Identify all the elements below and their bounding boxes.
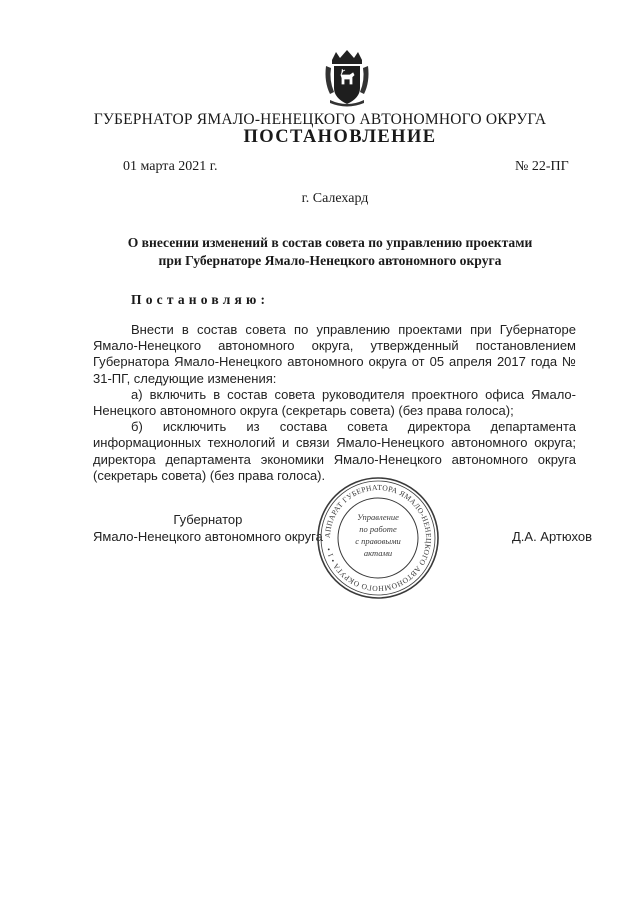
stamp-inner-line-3: с правовыми — [355, 536, 401, 546]
coat-of-arms-icon — [322, 48, 372, 110]
issuing-authority: ГУБЕРНАТОР ЯМАЛО-НЕНЕЦКОГО АВТОНОМНОГО ОКРУГА — [93, 111, 547, 128]
stamp-inner-line-2: по работе — [359, 524, 397, 534]
signatory-title-line-1: Губернатор — [173, 512, 243, 527]
document-place: г. Салехард — [301, 191, 369, 206]
resolve-word: Постановляю: — [131, 292, 270, 307]
stamp-ring-text: АППАРАТ ГУБЕРНАТОРА ЯМАЛО-НЕНЕЦКОГО АВТОНОМНОГО ОКРУГА • 1 • — [322, 482, 434, 594]
body-paragraph-a: а) включить в состав совета руководителя проектного офиса Ямало-Ненецкого автономного округа (секретарь совета) (без права голоса); — [93, 386, 576, 419]
document-date: 01 марта 2021 г. — [123, 159, 218, 174]
signatory-title-line-2: Ямало-Ненецкого автономного округа — [93, 528, 323, 544]
body-paragraph-intro: Внести в состав совета по управлению проектами при Губернаторе Ямало-Ненецкого автономного округа, утвержденный постановлением Губернатора Ямало-Ненецкого автономного округа от 05 апреля 2017 года № 31-ПГ, следующие изменения: — [93, 322, 576, 386]
body-paragraph-b: б) исключить из состава совета директора департамента информационных технологий и связи Ямало-Ненецкого автономного округа; директора департамента экономики Ямало-Ненецкого автономного округа (секретарь совета) (без права голоса). — [93, 419, 576, 483]
stamp-inner-line-4: актами — [363, 548, 393, 558]
document-subject — [90, 234, 570, 270]
subject-line-1: О внесении изменений в состав совета по управлению проектами — [127, 235, 533, 250]
document-number: № 22-ПГ — [515, 159, 569, 174]
signatory-name: Д.А. Артюхов — [512, 529, 592, 544]
subject-line-2: при Губернаторе Ямало-Ненецкого автономного округа — [158, 253, 502, 268]
signatory-title — [93, 512, 323, 545]
stamp-inner-line-1: Управление — [357, 512, 399, 522]
document-type: ПОСТАНОВЛЕНИЕ — [243, 127, 437, 147]
official-stamp — [316, 476, 440, 600]
document-body — [93, 322, 576, 484]
